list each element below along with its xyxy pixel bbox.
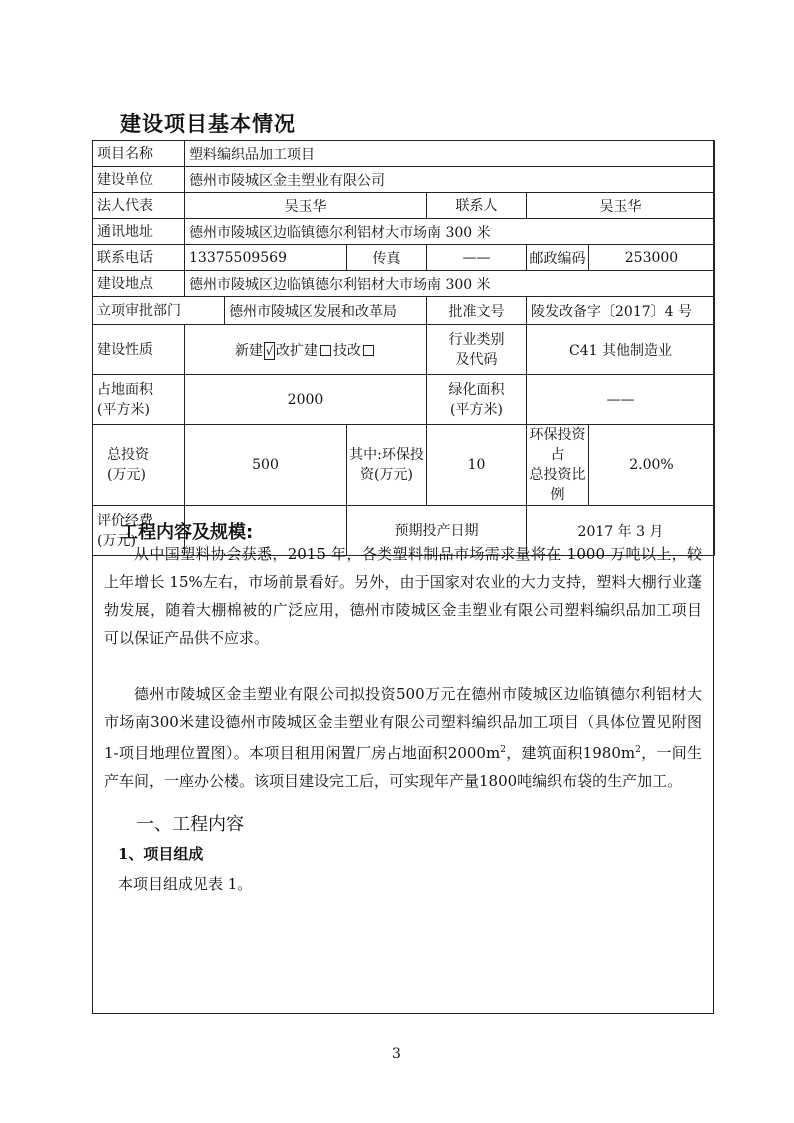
table-row xyxy=(93,271,715,297)
fax-value: —— xyxy=(427,245,527,271)
nature-expand-label: 改扩建 xyxy=(276,342,318,359)
env-invest-label-line1: 其中:环保投 xyxy=(349,447,424,463)
table-row xyxy=(93,193,715,219)
checked-box-icon: √ xyxy=(265,343,274,358)
empty-box-icon xyxy=(320,345,331,356)
green-value: —— xyxy=(527,375,715,425)
builder-label: 建设单位 xyxy=(93,167,185,193)
area-label-line2: (平方米) xyxy=(97,401,150,418)
nature-label: 建设性质 xyxy=(93,325,185,375)
postcode-value: 253000 xyxy=(589,245,715,271)
superscript: 2 xyxy=(635,745,641,755)
invest-label-line1: 总投资 xyxy=(107,447,149,463)
table-row xyxy=(93,375,715,425)
paragraph-project-part3: ，一间生产车间，一座办公楼。该项目建设完工后，可实现年产量1800吨编织布袋的生产加工。 xyxy=(104,744,702,790)
nature-new-label: 新建 xyxy=(235,342,263,359)
area-label xyxy=(93,375,185,425)
site-label: 建设地点 xyxy=(93,271,185,297)
postcode-label: 邮政编码 xyxy=(527,245,589,271)
subsection-heading: 1、项目组成 xyxy=(118,845,204,863)
invest-label-line2: (万元) xyxy=(107,467,146,483)
phone-label: 联系电话 xyxy=(93,245,185,271)
table-row xyxy=(93,245,715,271)
paragraph-project xyxy=(104,680,702,795)
nature-value xyxy=(185,325,427,375)
env-invest-value: 10 xyxy=(427,425,527,506)
content-heading: 工程内容及规模: xyxy=(120,522,254,543)
page-number: 3 xyxy=(392,1046,401,1062)
ratio-label-line1: 环保投资占 xyxy=(529,427,586,463)
start-label: 预期投产日期 xyxy=(347,506,527,556)
table-row xyxy=(93,425,715,506)
industry-label-line1: 行业类别 xyxy=(448,331,505,348)
legal-rep-label: 法人代表 xyxy=(93,193,185,219)
section-heading: 一、工程内容 xyxy=(136,814,244,835)
address-value: 德州市陵城区边临镇德尔利铝材大市场南 300 米 xyxy=(185,219,715,245)
approval-no-value: 陵发改备字〔2017〕4 号 xyxy=(527,297,715,325)
site-value: 德州市陵城区边临镇德尔利铝材大市场南 300 米 xyxy=(185,271,715,297)
eval-label-line1: 评价经费 xyxy=(97,512,153,529)
fax-label: 传真 xyxy=(347,245,427,271)
legal-rep-value: 吴玉华 xyxy=(185,193,427,219)
table-row xyxy=(93,219,715,245)
superscript: 2 xyxy=(500,745,506,755)
green-label xyxy=(427,375,527,425)
env-invest-label xyxy=(347,425,427,506)
area-label-line1: 占地面积 xyxy=(97,381,153,398)
paragraph-market: 从中国塑料协会获悉，2015 年，各类塑料制品市场需求量将在 1000 万吨以上，较上年增长 15%左右，市场前景看好。另外，由于国家对农业的大力支持，塑料大棚行业蓬勃发展，随着大棚棉被的广泛应用，德州市陵城区金圭塑业有限公司塑料编织品加工项目可以保证产品供不应求。 xyxy=(104,545,702,647)
empty-box-icon xyxy=(363,345,374,356)
approval-dept-label: 立项审批部门 xyxy=(93,297,225,325)
industry-label-line2: 及代码 xyxy=(455,351,498,368)
address-label: 通讯地址 xyxy=(93,219,185,245)
approval-dept-value: 德州市陵城区发展和改革局 xyxy=(225,297,427,325)
table-row xyxy=(93,325,715,375)
industry-value: C41 其他制造业 xyxy=(527,325,715,375)
project-name-label: 项目名称 xyxy=(93,141,185,167)
invest-value: 500 xyxy=(185,425,347,506)
project-name-value: 塑料编织品加工项目 xyxy=(185,141,715,167)
env-invest-label-line2: 资(万元) xyxy=(360,467,413,483)
invest-label xyxy=(93,425,185,506)
green-label-line2: (平方米) xyxy=(450,401,503,418)
ratio-label xyxy=(527,425,589,506)
start-value: 2017 年 3 月 xyxy=(527,506,715,556)
table-row xyxy=(93,297,715,325)
eval-label-line2: (万元) xyxy=(97,532,136,549)
nature-tech-label: 技改 xyxy=(333,342,361,359)
paragraph-project-part1: 德州市陵城区金圭塑业有限公司拟投资500万元在德州市陵城区边临镇德尔利铝材大市场南300米建设德州市陵城区金圭塑业有限公司塑料编织品加工项目（具体位置见附图1-项目地理位置图）。本项目租用闲置厂房占地面积2000m xyxy=(104,685,702,762)
builder-value: 德州市陵城区金圭塑业有限公司 xyxy=(185,167,715,193)
page-title: 建设项目基本情况 xyxy=(120,112,296,136)
project-info-table xyxy=(92,140,715,556)
ratio-value: 2.00% xyxy=(589,425,715,506)
subsection-text: 本项目组成见表 1。 xyxy=(118,875,253,893)
table-row xyxy=(93,167,715,193)
contact-label: 联系人 xyxy=(427,193,527,219)
industry-label xyxy=(427,325,527,375)
phone-value: 13375509569 xyxy=(185,245,347,271)
contact-value: 吴玉华 xyxy=(527,193,715,219)
table-row xyxy=(93,141,715,167)
paragraph-project-part2: ，建筑面积1980m xyxy=(505,744,636,762)
green-label-line1: 绿化面积 xyxy=(448,381,505,398)
area-value: 2000 xyxy=(185,375,427,425)
ratio-label-line2: 总投资比例 xyxy=(529,467,586,503)
approval-no-label: 批准文号 xyxy=(427,297,527,325)
